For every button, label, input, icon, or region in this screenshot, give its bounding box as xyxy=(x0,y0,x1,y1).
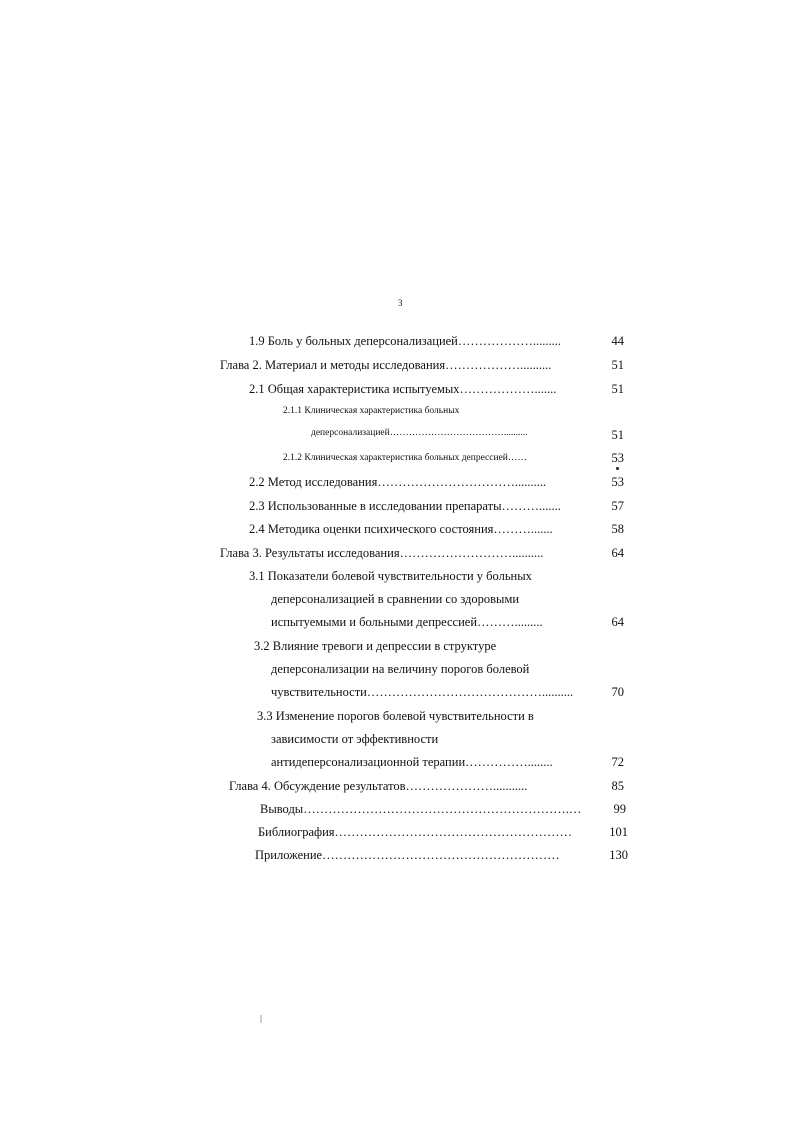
toc-entry-conclusions: Выводы……………………………………………………….… xyxy=(260,802,582,816)
stray-dot xyxy=(616,467,619,470)
toc-page-chapter-4: 85 xyxy=(611,779,624,793)
toc-page-2-3: 57 xyxy=(611,499,624,513)
toc-page-appendix: 130 xyxy=(609,848,628,862)
toc-page-3-2: 70 xyxy=(611,685,624,699)
toc-page-2-1-1: 51 xyxy=(611,428,624,442)
toc-page-3-3: 72 xyxy=(611,755,624,769)
toc-entry-3-3-cont-1: зависимости от эффективности xyxy=(271,732,439,746)
toc-entry-bibliography: Библиография………………………………………………… xyxy=(258,825,573,839)
toc-entry-3-3: 3.3 Изменение порогов болевой чувствительности в xyxy=(257,709,534,723)
toc-page-2-2: 53 xyxy=(611,475,624,489)
toc-entry-2-3: 2.3 Использованные в исследовании препараты………....... xyxy=(249,499,561,513)
toc-entry-3-2-cont-2: чувствительности…………………………………….......... xyxy=(271,685,574,699)
toc-page-2-1: 51 xyxy=(611,382,624,396)
toc-entry-3-1-cont-1: деперсонализацией в сравнении со здоровыми xyxy=(271,592,520,606)
toc-page-3-1: 64 xyxy=(611,615,624,629)
toc-page-chapter-2: 51 xyxy=(611,358,624,372)
toc-entry-chapter-4: Глава 4. Обсуждение результатов…………………........... xyxy=(229,779,528,793)
toc-entry-3-2: 3.2 Влияние тревоги и депрессии в структуре xyxy=(254,639,497,653)
toc-page-2-4: 58 xyxy=(611,522,624,536)
toc-entry-1-9: 1.9 Боль у больных деперсонализацией………………......... xyxy=(249,334,561,348)
toc-entry-chapter-2: Глава 2. Материал и методы исследования……………….......... xyxy=(220,358,552,372)
toc-entry-2-1-1-cont: деперсонализацией……………………………….......... xyxy=(311,428,528,438)
toc-entry-2-1-2: 2.1.2 Клиническая характеристика больных депрессией…… xyxy=(283,453,527,463)
toc-entry-appendix: Приложение………………………………………………… xyxy=(255,848,560,862)
toc-entry-chapter-3: Глава 3. Результаты исследования……………………….......... xyxy=(220,546,544,560)
toc-entry-2-1: 2.1 Общая характеристика испытуемых………………....... xyxy=(249,382,557,396)
toc-page-1-9: 44 xyxy=(611,334,624,348)
toc-page-2-1-2: 53 xyxy=(611,451,624,465)
scan-speck xyxy=(260,1015,262,1023)
toc-entry-2-1-1: 2.1.1 Клиническая характеристика больных xyxy=(283,406,460,416)
toc-page-chapter-3: 64 xyxy=(611,546,624,560)
toc-entry-3-3-cont-2: антидеперсонализационной терапии……………........ xyxy=(271,755,553,769)
toc-page-bibliography: 101 xyxy=(609,825,628,839)
toc-entry-3-1-cont-2: испытуемыми и больными депрессией………......... xyxy=(271,615,543,629)
toc-entry-3-2-cont-1: деперсонализации на величину порогов болевой xyxy=(271,662,530,676)
page-number: 3 xyxy=(398,298,403,308)
toc-entry-2-2: 2.2 Метод исследования…………………………….......... xyxy=(249,475,547,489)
toc-page-conclusions: 99 xyxy=(613,802,626,816)
toc-entry-3-1: 3.1 Показатели болевой чувствительности у больных xyxy=(249,569,532,583)
toc-entry-2-4: 2.4 Методика оценки психического состояния………....... xyxy=(249,522,553,536)
